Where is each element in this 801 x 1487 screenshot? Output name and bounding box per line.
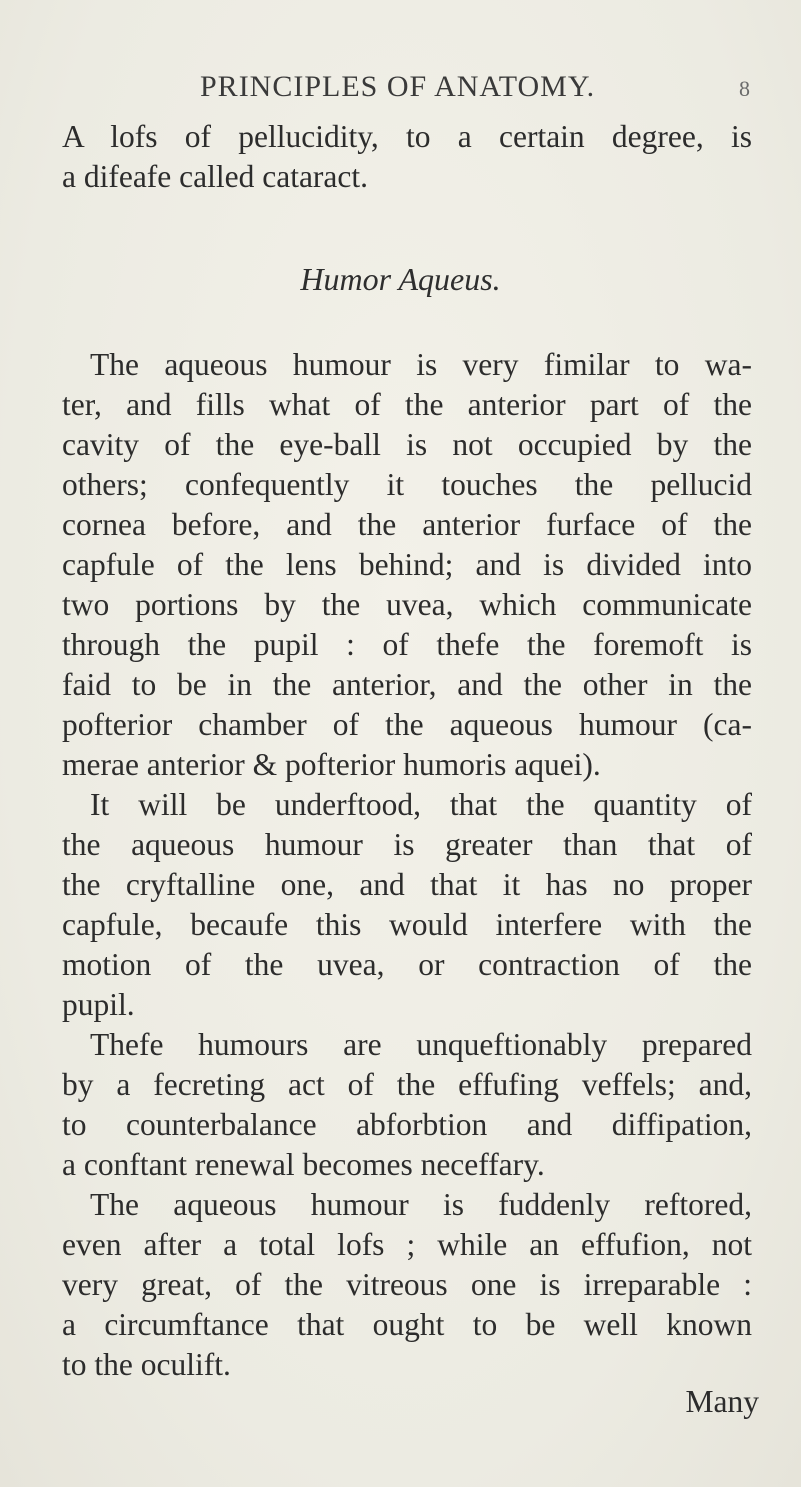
text-line: The aqueous humour is very fimilar to wa-: [90, 347, 752, 382]
text-line: capfule, becaufe this would interfere with the: [62, 907, 752, 942]
text-line: pofterior chamber of the aqueous humour (ca-: [62, 707, 752, 742]
text-line: by a fecreting act of the effufing veffels; and,: [62, 1067, 752, 1102]
text-line: merae anterior & pofterior humoris aquei).: [62, 747, 601, 782]
text-line: The aqueous humour is fuddenly reftored,: [90, 1187, 752, 1222]
text-line: Thefe humours are unqueftionably prepared: [90, 1027, 752, 1062]
text-line: motion of the uvea, or contraction of the: [62, 947, 752, 982]
text-line: the cryftalline one, and that it has no proper: [62, 867, 752, 902]
text-line: very great, of the vitreous one is irreparable :: [62, 1267, 752, 1302]
text-line: the aqueous humour is greater than that of: [62, 827, 752, 862]
text-line: faid to be in the anterior, and the other in the: [62, 667, 752, 702]
text-line: pupil.: [62, 987, 135, 1022]
text-line: to counterbalance abforbtion and diffipation,: [62, 1107, 752, 1142]
text-line: even after a total lofs ; while an effufion, not: [62, 1227, 752, 1262]
text-line: a difeafe called cataract.: [62, 159, 369, 194]
text-line: a circumftance that ought to be well known: [62, 1307, 752, 1342]
catchword: Many: [685, 1384, 759, 1419]
text-line: cavity of the eye-ball is not occupied by the: [62, 427, 752, 462]
text-line: a conftant renewal becomes neceffary.: [62, 1147, 545, 1182]
running-head: [60, 70, 750, 110]
section-body: [62, 345, 752, 1385]
text-line: to the oculift.: [62, 1347, 231, 1382]
text-line: ter, and fills what of the anterior part of the: [62, 387, 752, 422]
running-title: PRINCIPLES OF ANATOMY.: [200, 70, 596, 103]
text-line: others; confequently it touches the pellucid: [62, 467, 752, 502]
text-line: two portions by the uvea, which communicate: [62, 587, 752, 622]
text-line: through the pupil : of thefe the foremoft is: [62, 627, 752, 662]
text-line: capfule of the lens behind; and is divided into: [62, 547, 752, 582]
text-line: It will be underftood, that the quantity of: [90, 787, 752, 822]
text-line: A lofs of pellucidity, to a certain degree, is: [62, 119, 752, 154]
intro-paragraph: [62, 117, 752, 197]
page-number: 8: [739, 76, 750, 101]
text-line: cornea before, and the anterior furface of the: [62, 507, 752, 542]
section-heading: Humor Aqueus.: [300, 261, 501, 297]
